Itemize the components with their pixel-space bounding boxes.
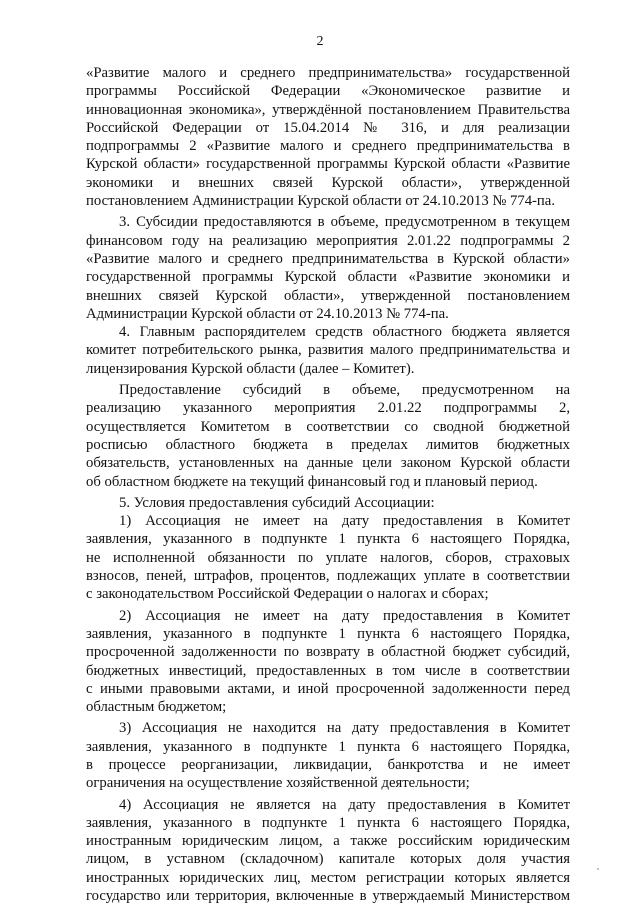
- text-line: инновационная экономика», утверждённой постановлением Правительства: [86, 101, 570, 118]
- document-text: [86, 64, 570, 905]
- text-line: лицом, в уставном (складочном) капитале которых доля участия: [86, 851, 570, 868]
- text-line: иностранным юридическим лицом, а также российским юридическим: [86, 833, 570, 850]
- text-line: осуществляется Комитетом в соответствии со сводной бюджетной: [86, 418, 570, 435]
- text-line: Администрации Курской области от 24.10.2013 № 774-па.: [86, 305, 449, 322]
- text-line: 3. Субсидии предоставляются в объеме, предусмотренном в текущем: [119, 214, 570, 231]
- page-number: 2: [316, 34, 324, 49]
- text-line: Предоставление субсидий в объеме, предусмотренном на: [119, 382, 570, 399]
- text-line: лицензирования Курской области (далее – Комитет).: [86, 360, 415, 377]
- text-line: «Развитие малого и среднего предпринимательства в Курской области»: [86, 250, 570, 267]
- text-line: с иными правовыми актами, и иной просроченной задолженности перед: [86, 680, 570, 697]
- text-line: 1) Ассоциация не имеет на дату предоставления в Комитет: [119, 513, 570, 530]
- text-line: государственной программы Курской области «Развитие экономики и: [86, 269, 570, 286]
- text-line: 5. Условия предоставления субсидий Ассоциации:: [119, 494, 435, 511]
- text-line: заявления, указанного в подпункте 1 пункта 6 настоящего Порядка,: [86, 531, 570, 548]
- text-line: программы Российской Федерации «Экономическое развитие и: [86, 83, 570, 100]
- text-line: 4. Главным распорядителем средств областного бюджета является: [119, 324, 570, 341]
- text-line: финансовом году на реализацию мероприятия 2.01.22 подпрограммы 2: [86, 232, 570, 249]
- text-line: иностранных юридических лиц, местом регистрации которых является: [86, 869, 570, 886]
- text-line: обязательств, установленных на данные цели законом Курской области: [86, 455, 570, 472]
- text-line: ограничения на осуществление хозяйственной деятельности;: [86, 775, 470, 792]
- text-line: бюджетных инвестиций, предоставленных в том числе в соответствии: [86, 662, 570, 679]
- text-line: заявления, указанного в подпункте 1 пункта 6 настоящего Порядка,: [86, 738, 570, 755]
- text-line: Российской Федерации от 15.04.2014 № 316, и для реализации: [86, 119, 570, 136]
- text-line: государство или территория, включенные в утверждаемый Министерством: [86, 888, 570, 905]
- text-line: не исполненной обязанности по уплате налогов, сборов, страховых: [86, 549, 570, 566]
- scan-speck: [597, 868, 599, 870]
- text-line: в процессе реорганизации, ликвидации, банкротства и не имеет: [86, 756, 570, 773]
- text-line: взносов, пеней, штрафов, процентов, подлежащих уплате в соответствии: [86, 568, 570, 585]
- text-line: просроченной задолженности по возврату в областной бюджет субсидий,: [86, 644, 570, 661]
- text-line: 3) Ассоциация не находится на дату предоставления в Комитет: [119, 720, 570, 737]
- text-line: областным бюджетом;: [86, 699, 227, 716]
- text-line: реализацию указанного мероприятия 2.01.22 подпрограммы 2,: [86, 400, 570, 417]
- text-line: заявления, указанного в подпункте 1 пункта 6 настоящего Порядка,: [86, 625, 570, 642]
- text-line: «Развитие малого и среднего предпринимательства» государственной: [86, 65, 570, 81]
- text-line: подпрограммы 2 «Развитие малого и среднего предпринимательства в: [86, 138, 570, 155]
- text-line: заявления, указанного в подпункте 1 пункта 6 настоящего Порядка,: [86, 814, 570, 831]
- text-line: об областном бюджете на текущий финансовый год и плановый период.: [86, 473, 538, 490]
- text-line: комитет потребительского рынка, развития малого предпринимательства и: [86, 342, 570, 359]
- text-line: 2) Ассоциация не имеет на дату предоставления в Комитет: [119, 607, 570, 624]
- text-line: Курской области» государственной программы Курской области «Развитие: [86, 156, 570, 173]
- text-line: с законодательством Российской Федерации о налогах и сборах;: [86, 586, 489, 603]
- text-line: постановлением Администрации Курской области от 24.10.2013 № 774-па.: [86, 193, 555, 210]
- text-line: экономики и внешних связей Курской области», утвержденной: [86, 174, 570, 191]
- text-line: внешних связей Курской области», утвержденной постановлением: [86, 287, 570, 304]
- text-line: 4) Ассоциация не является на дату предоставления в Комитет: [119, 796, 570, 813]
- text-line: росписью областного бюджета в пределах лимитов бюджетных: [86, 436, 570, 453]
